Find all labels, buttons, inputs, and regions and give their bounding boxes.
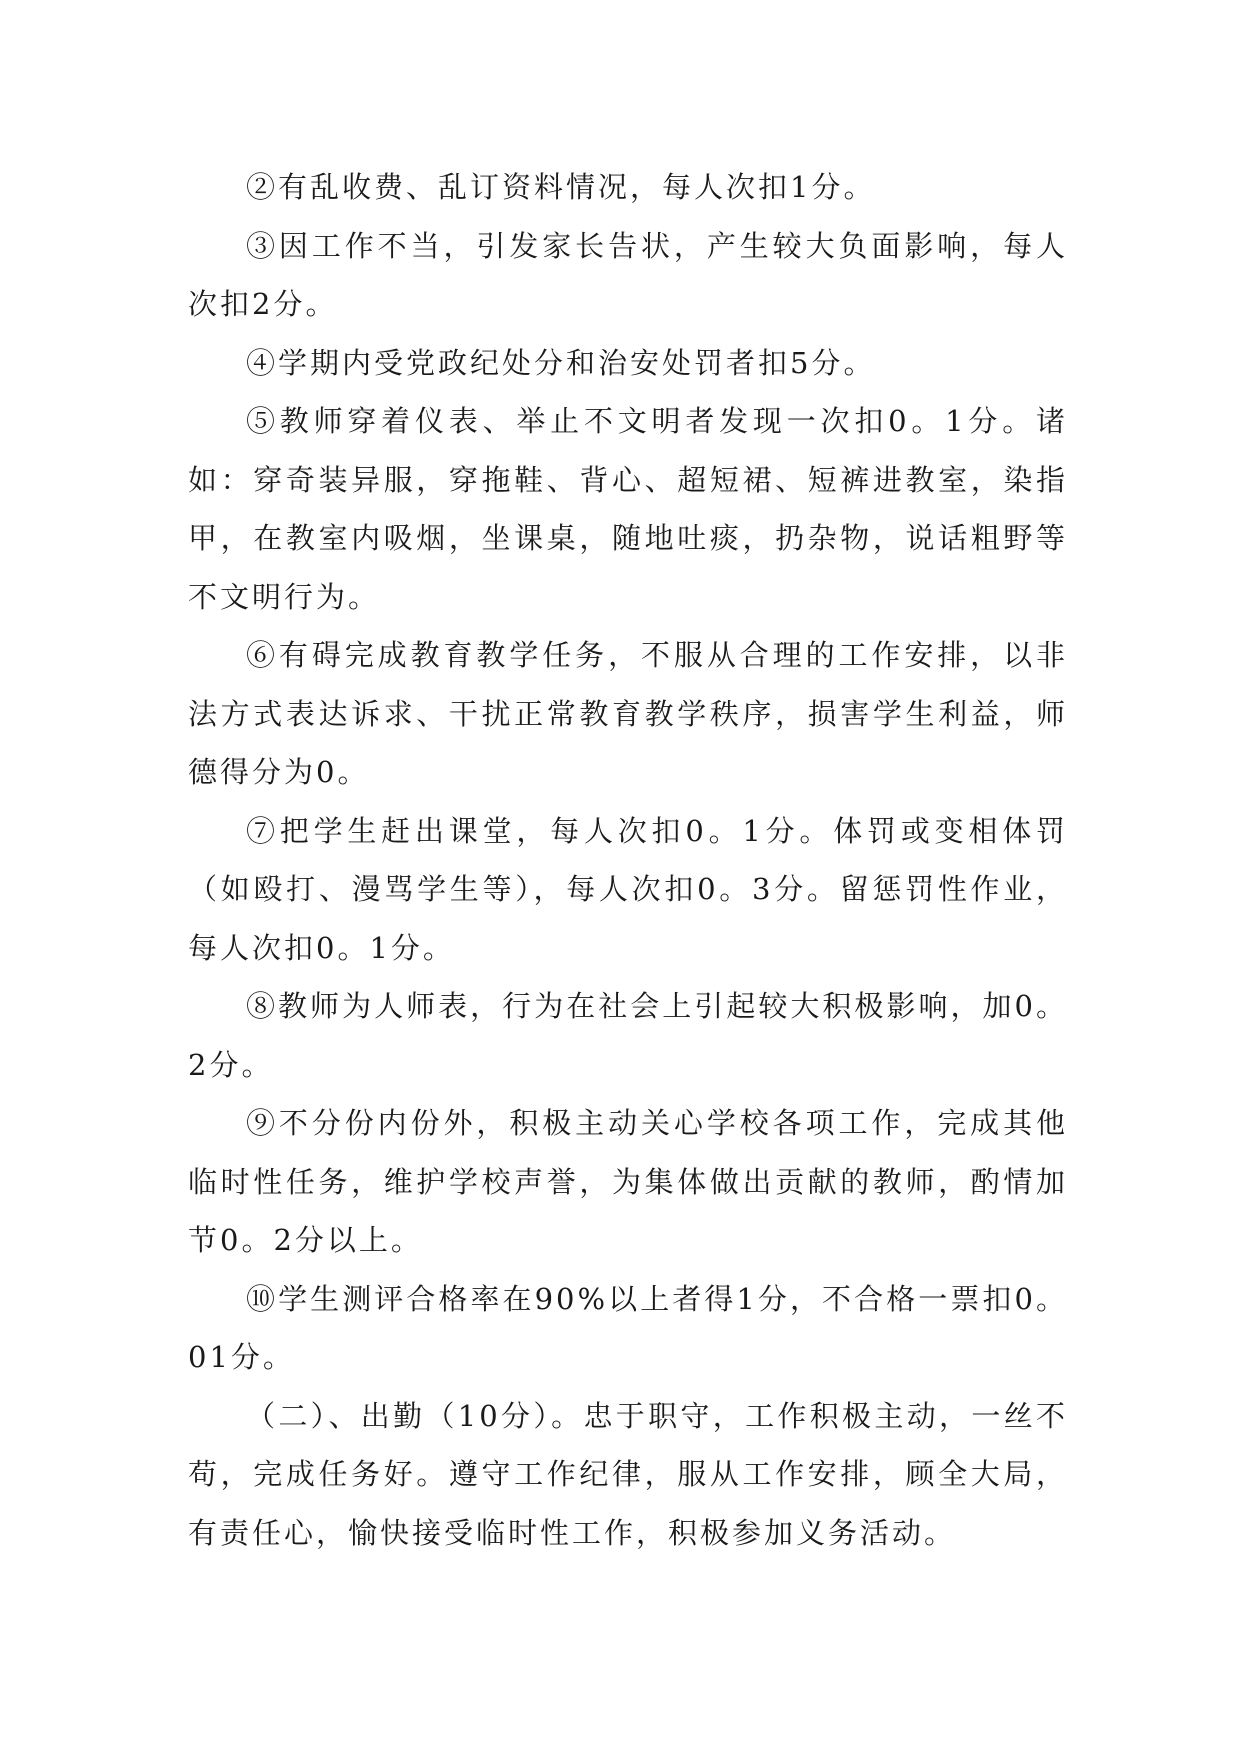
rule-paragraph-8: ⑧教师为人师表，行为在社会上引起较大积极影响，加0。2分。 [188,989,1068,1082]
rule-paragraph-7: ⑦把学生赶出课堂，每人次扣0。1分。体罚或变相体罚（如殴打、漫骂学生等），每人次扣0。3分。留惩罚性作业，每人次扣0。1分。 [188,813,1068,965]
rule-paragraph-4: ④学期内受党政纪处分和治安处罚者扣5分。 [246,345,876,380]
rule-paragraph-3: ③因工作不当，引发家长告状，产生较大负面影响，每人次扣2分。 [188,228,1068,321]
rule-paragraph-9: ⑨不分份内份外，积极主动关心学校各项工作，完成其他临时性任务，维护学校声誉，为集体做出贡献的教师，酌情加节0。2分以上。 [188,1106,1068,1257]
rule-paragraph-2: ②有乱收费、乱订资料情况，每人次扣1分。 [246,170,876,204]
rule-paragraph-5: ⑤教师穿着仪表、举止不文明者发现一次扣0。1分。诸如：穿奇装异服，穿拖鞋、背心、超短裙、短裤进教室，染指甲，在教室内吸烟，坐课桌，随地吐痰，扔杂物，说话粗野等不文明行为。 [188,404,1068,614]
rule-paragraph-10: ⑩学生测评合格率在90%以上者得1分，不合格一票扣0。01分。 [188,1281,1068,1374]
attendance-section-paragraph: （二）、出勤（10分）。忠于职守，工作积极主动，一丝不苟，完成任务好。遵守工作纪律，服从工作安排，顾全大局，有责任心，愉快接受临时性工作，积极参加义务活动。 [188,1398,1068,1550]
rule-paragraph-6: ⑥有碍完成教育教学任务，不服从合理的工作安排，以非法方式表达诉求、干扰正常教育教学秩序，损害学生利益，师德得分为0。 [188,638,1068,789]
document-page [188,158,1068,1562]
